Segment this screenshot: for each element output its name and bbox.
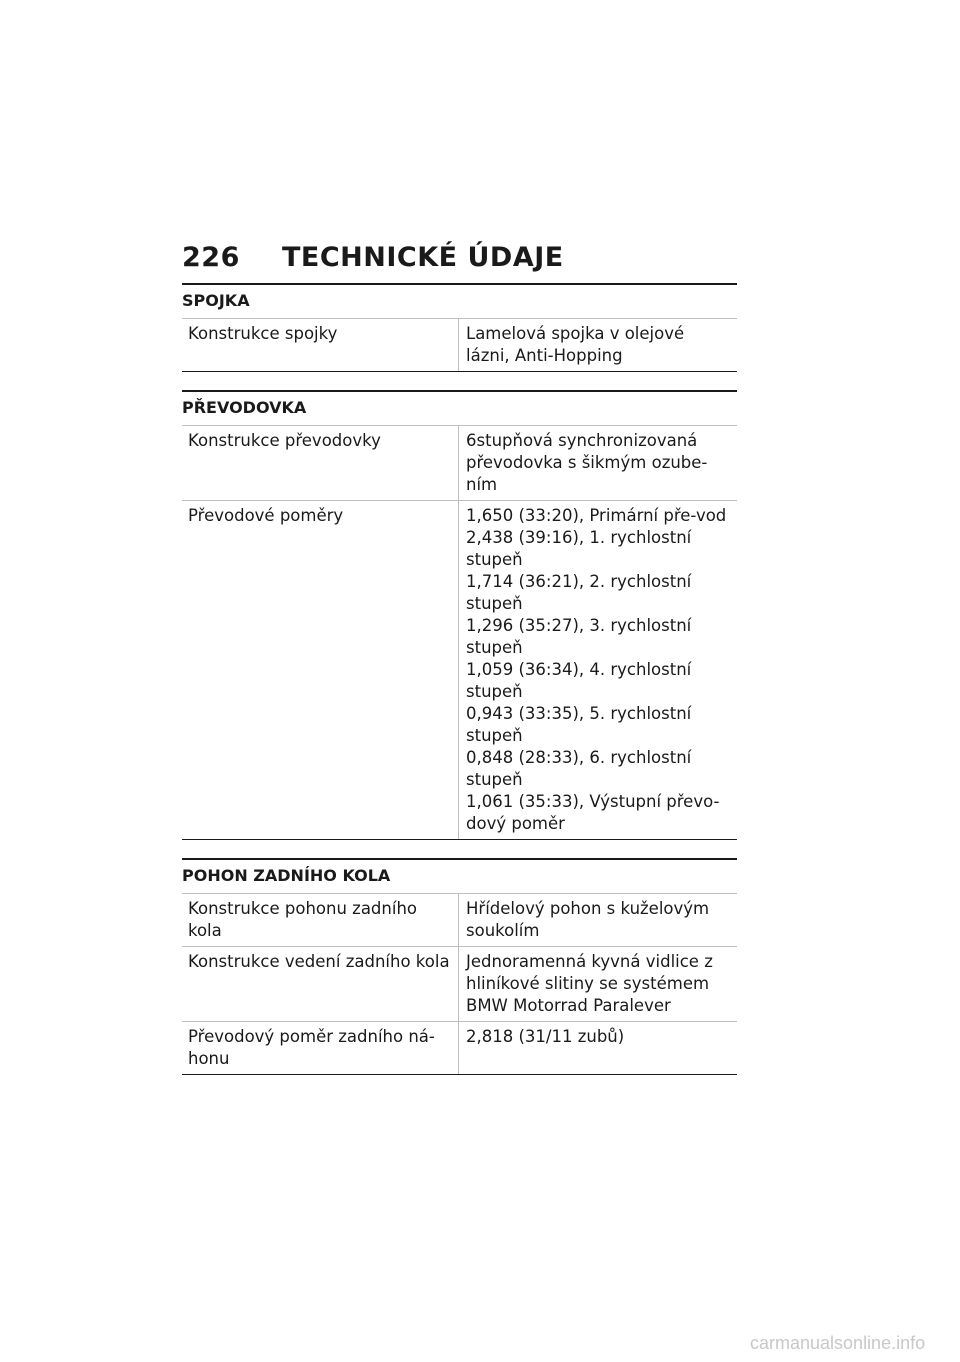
spec-label: Konstrukce spojky <box>182 319 459 372</box>
gear-ratio: 1,714 (36:21), 2. rychlostní stupeň <box>466 572 692 613</box>
spec-value: Jednoramenná kyvná vidlice z hliníkové slitiny se systémem BMW Motorrad Paralever <box>459 947 738 1022</box>
spec-value: Lamelová spojka v olejové lázni, Anti-Hopping <box>459 319 738 372</box>
table-row <box>182 501 737 840</box>
gear-ratios <box>459 501 738 840</box>
gear-ratio: 1,650 (33:20), Primární pře-vod <box>466 506 727 525</box>
page-header <box>182 242 737 273</box>
spec-label: Převodové poměry <box>182 501 459 840</box>
spec-table <box>182 425 737 840</box>
spec-value: 6stupňová synchronizovaná převodovka s šikmým ozube-ním <box>459 426 738 501</box>
spec-label: Konstrukce vedení zadního kola <box>182 947 459 1022</box>
section-rear-drive <box>182 858 737 1075</box>
table-row <box>182 426 737 501</box>
gear-ratio: 1,061 (35:33), Výstupní převo-dový poměr <box>466 792 720 833</box>
gear-ratio: 1,296 (35:27), 3. rychlostní stupeň <box>466 616 692 657</box>
section-title: PŘEVODOVKA <box>182 390 737 425</box>
gear-ratio: 0,848 (28:33), 6. rychlostní stupeň <box>466 748 692 789</box>
spec-table <box>182 318 737 372</box>
spec-label: Konstrukce pohonu zadního kola <box>182 894 459 947</box>
gear-ratio: 1,059 (36:34), 4. rychlostní stupeň <box>466 660 692 701</box>
spec-label: Konstrukce převodovky <box>182 426 459 501</box>
section-gearbox <box>182 390 737 840</box>
spec-value: 2,818 (31/11 zubů) <box>459 1022 738 1075</box>
table-row <box>182 947 737 1022</box>
table-row <box>182 319 737 372</box>
gear-ratio: 2,438 (39:16), 1. rychlostní stupeň <box>466 528 692 569</box>
section-title: SPOJKA <box>182 283 737 318</box>
page-title: TECHNICKÉ ÚDAJE <box>282 242 564 273</box>
watermark: carmanualsonline.info <box>750 1333 926 1353</box>
section-clutch <box>182 283 737 372</box>
spec-value: Hřídelový pohon s kuželovým soukolím <box>459 894 738 947</box>
spec-table <box>182 893 737 1075</box>
page-number: 226 <box>182 242 240 273</box>
section-title: POHON ZADNÍHO KOLA <box>182 858 737 893</box>
spec-label: Převodový poměr zadního ná-honu <box>182 1022 459 1075</box>
gear-ratio: 0,943 (33:35), 5. rychlostní stupeň <box>466 704 692 745</box>
table-row <box>182 1022 737 1075</box>
table-row <box>182 894 737 947</box>
manual-page <box>182 242 737 1075</box>
